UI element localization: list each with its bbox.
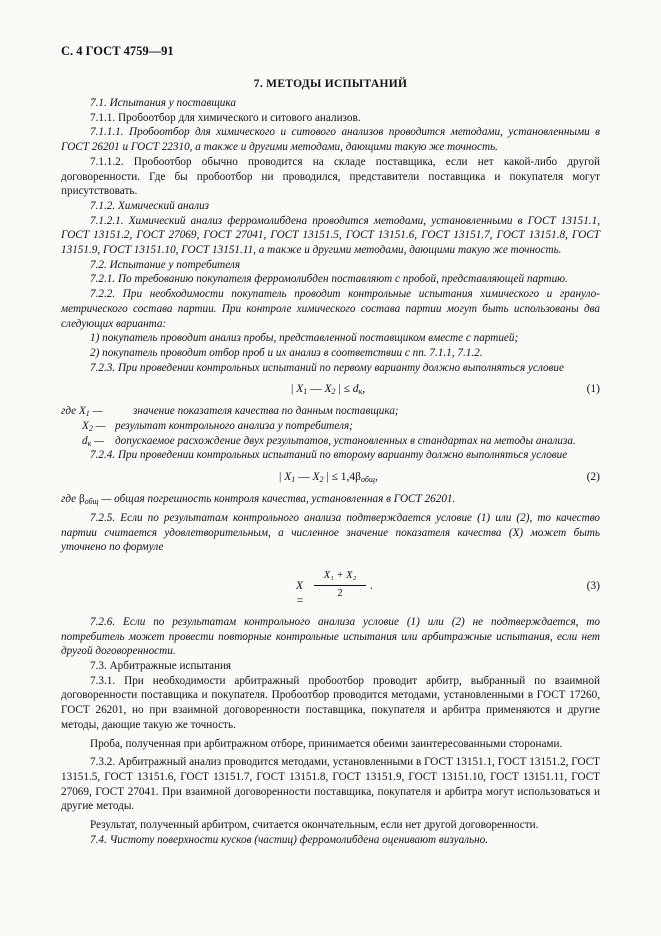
formula-1: | $X_1$ — $X_2$ | ≤ $d_к$, (1) [291,383,600,397]
page-header: С. 4 ГОСТ 4759—91 [61,44,174,58]
formula-number: (1) [586,383,600,396]
paragraph: 7.3.1. При необходимости арбитражный пробоотбор проводит арбитр, выбранный по взаимной договоренности поставщика и покупателя. Пробоотбор проводится методами, установленными в ГОСТ 17260, ГОСТ 26201, но при взаимной договоренности поставщика, покупателя и арбитра применяются и другие методы, дающие такую же точность. [61,674,600,731]
paragraph: 7.1.2.1. Химический анализ ферромолибдена проводится методами, установленными в ГОСТ 13151.1, ГОСТ 13151.2, ГОСТ 27069, ГОСТ 27041, ГОСТ 13151.5, ГОСТ 13151.6, ГОСТ 13151.7, ГОСТ 13151.8, ГОСТ 13151.9, ГОСТ 13151.10, ГОСТ 13151.11, а также и другими методами, дающими такую же точность. [61,214,600,257]
paragraph: 7.1. Испытания у поставщика [90,97,236,109]
paragraph: Проба, полученная при арбитражном отборе, принимается обеими заинтересованными сторонами. [90,737,563,750]
paragraph: 7.3. Арбитражные испытания [90,660,232,673]
formula-number: (3) [586,579,600,592]
paragraph: 7.4. Чистоту поверхности кусков (частиц) ферромолибдена оценивают визуально. [90,833,489,846]
paragraph: 7.2.3. При проведении контрольных испытаний по первому варианту должно выполняться условие [90,361,564,374]
formula-3: X = X₁ + X₂ 2 . (3) [296,569,600,607]
definition-dk: $d_к$ — допускаемое расхождение двух результатов, установленных в стандартах на методы анализа. [82,434,576,448]
paragraph: 2) покупатель проводит отбор проб и их анализ в соответствии с пп. 7.1.1, 7.1.2. [90,346,483,359]
document-body [61,96,600,847]
paragraph: 7.1.1.1. Пробоотбор для химического и ситового анализов проводится методами, установленными в ГОСТ 26201 и ГОСТ 22310, а также и другими методами, дающими такую же точность. [61,126,600,154]
paragraph: 7.2. Испытание у потребителя [90,258,241,271]
paragraph: 7.3.2. Арбитражный анализ проводится методами, установленными в ГОСТ 13151.1, ГОСТ 13151.2, ГОСТ 13151.5, ГОСТ 13151.6, ГОСТ 13151.7, ГОСТ 13151.8, ГОСТ 13151.9, ГОСТ 13151.10, ГОСТ 13151.11, ГОСТ 27069, ГОСТ 27041. При взаимной договоренности поставщика, покупателя и арбитра могут использоваться и другие методы. [61,756,600,813]
formula-number: (2) [586,471,600,484]
paragraph: 7.1.2. Химический анализ [90,199,210,212]
paragraph: 7.1.1. Пробоотбор для химического и ситового анализов. [90,111,361,124]
definitions-1 [61,404,600,448]
definition-beta: где $\beta_{общ}$ — общая погрешность контроля качества, установленная в ГОСТ 26201. [61,493,456,507]
paragraph: 1) покупатель проводит анализ пробы, представленной поставщиком вместе с партией; [90,332,519,345]
paragraph: 7.2.6. Если по результатам контрольного анализа условие (1) или (2) не подтверждается, то потребитель может провести повторные контрольные испытания или арбитражные испытания, если нет другой договоренности. [61,615,600,658]
section-title: 7. МЕТОДЫ ИСПЫТАНИЙ [253,78,408,90]
paragraph: Результат, полученный арбитром, считается окончательным, если нет другой договоренности. [90,819,539,832]
formula-2: | $X_1$ — $X_2$ | ≤ $1,4\beta_{общ}$, (2) [279,471,600,485]
definition-x2: $X_2$ — результат контрольного анализа у потребителя; [82,420,353,434]
paragraph: 7.2.2. При необходимости покупатель проводит контрольные испытания химического и грануло-метрического состава партии. При контроле химического состава партии могут быть использованы два следующих варианта: [61,288,600,330]
paragraph: 7.2.5. Если по результатам контрольного анализа подтверждается условие (1) или (2), то качество партии считается удовлетворительным, а численное значение показателя качества (X) может быть уточнено по формуле [61,511,600,554]
paragraph: 7.2.4. При проведении контрольных испытаний по второму варианту должно выполняться условие [90,449,568,462]
paragraph: 7.2.1. По требованию покупателя ферромолибден поставляют с пробой, представляющей партию. [90,273,568,286]
definition-x1: где $X_1$ — значение показателя качества по данным поставщика; [61,405,399,419]
paragraph: 7.1.1.2. Пробоотбор обычно проводится на складе поставщика, если нет какой-либо другой договоренности. Где бы пробоотбор ни проводился, представители поставщика и покупателя могут присутствовать. [61,155,600,198]
